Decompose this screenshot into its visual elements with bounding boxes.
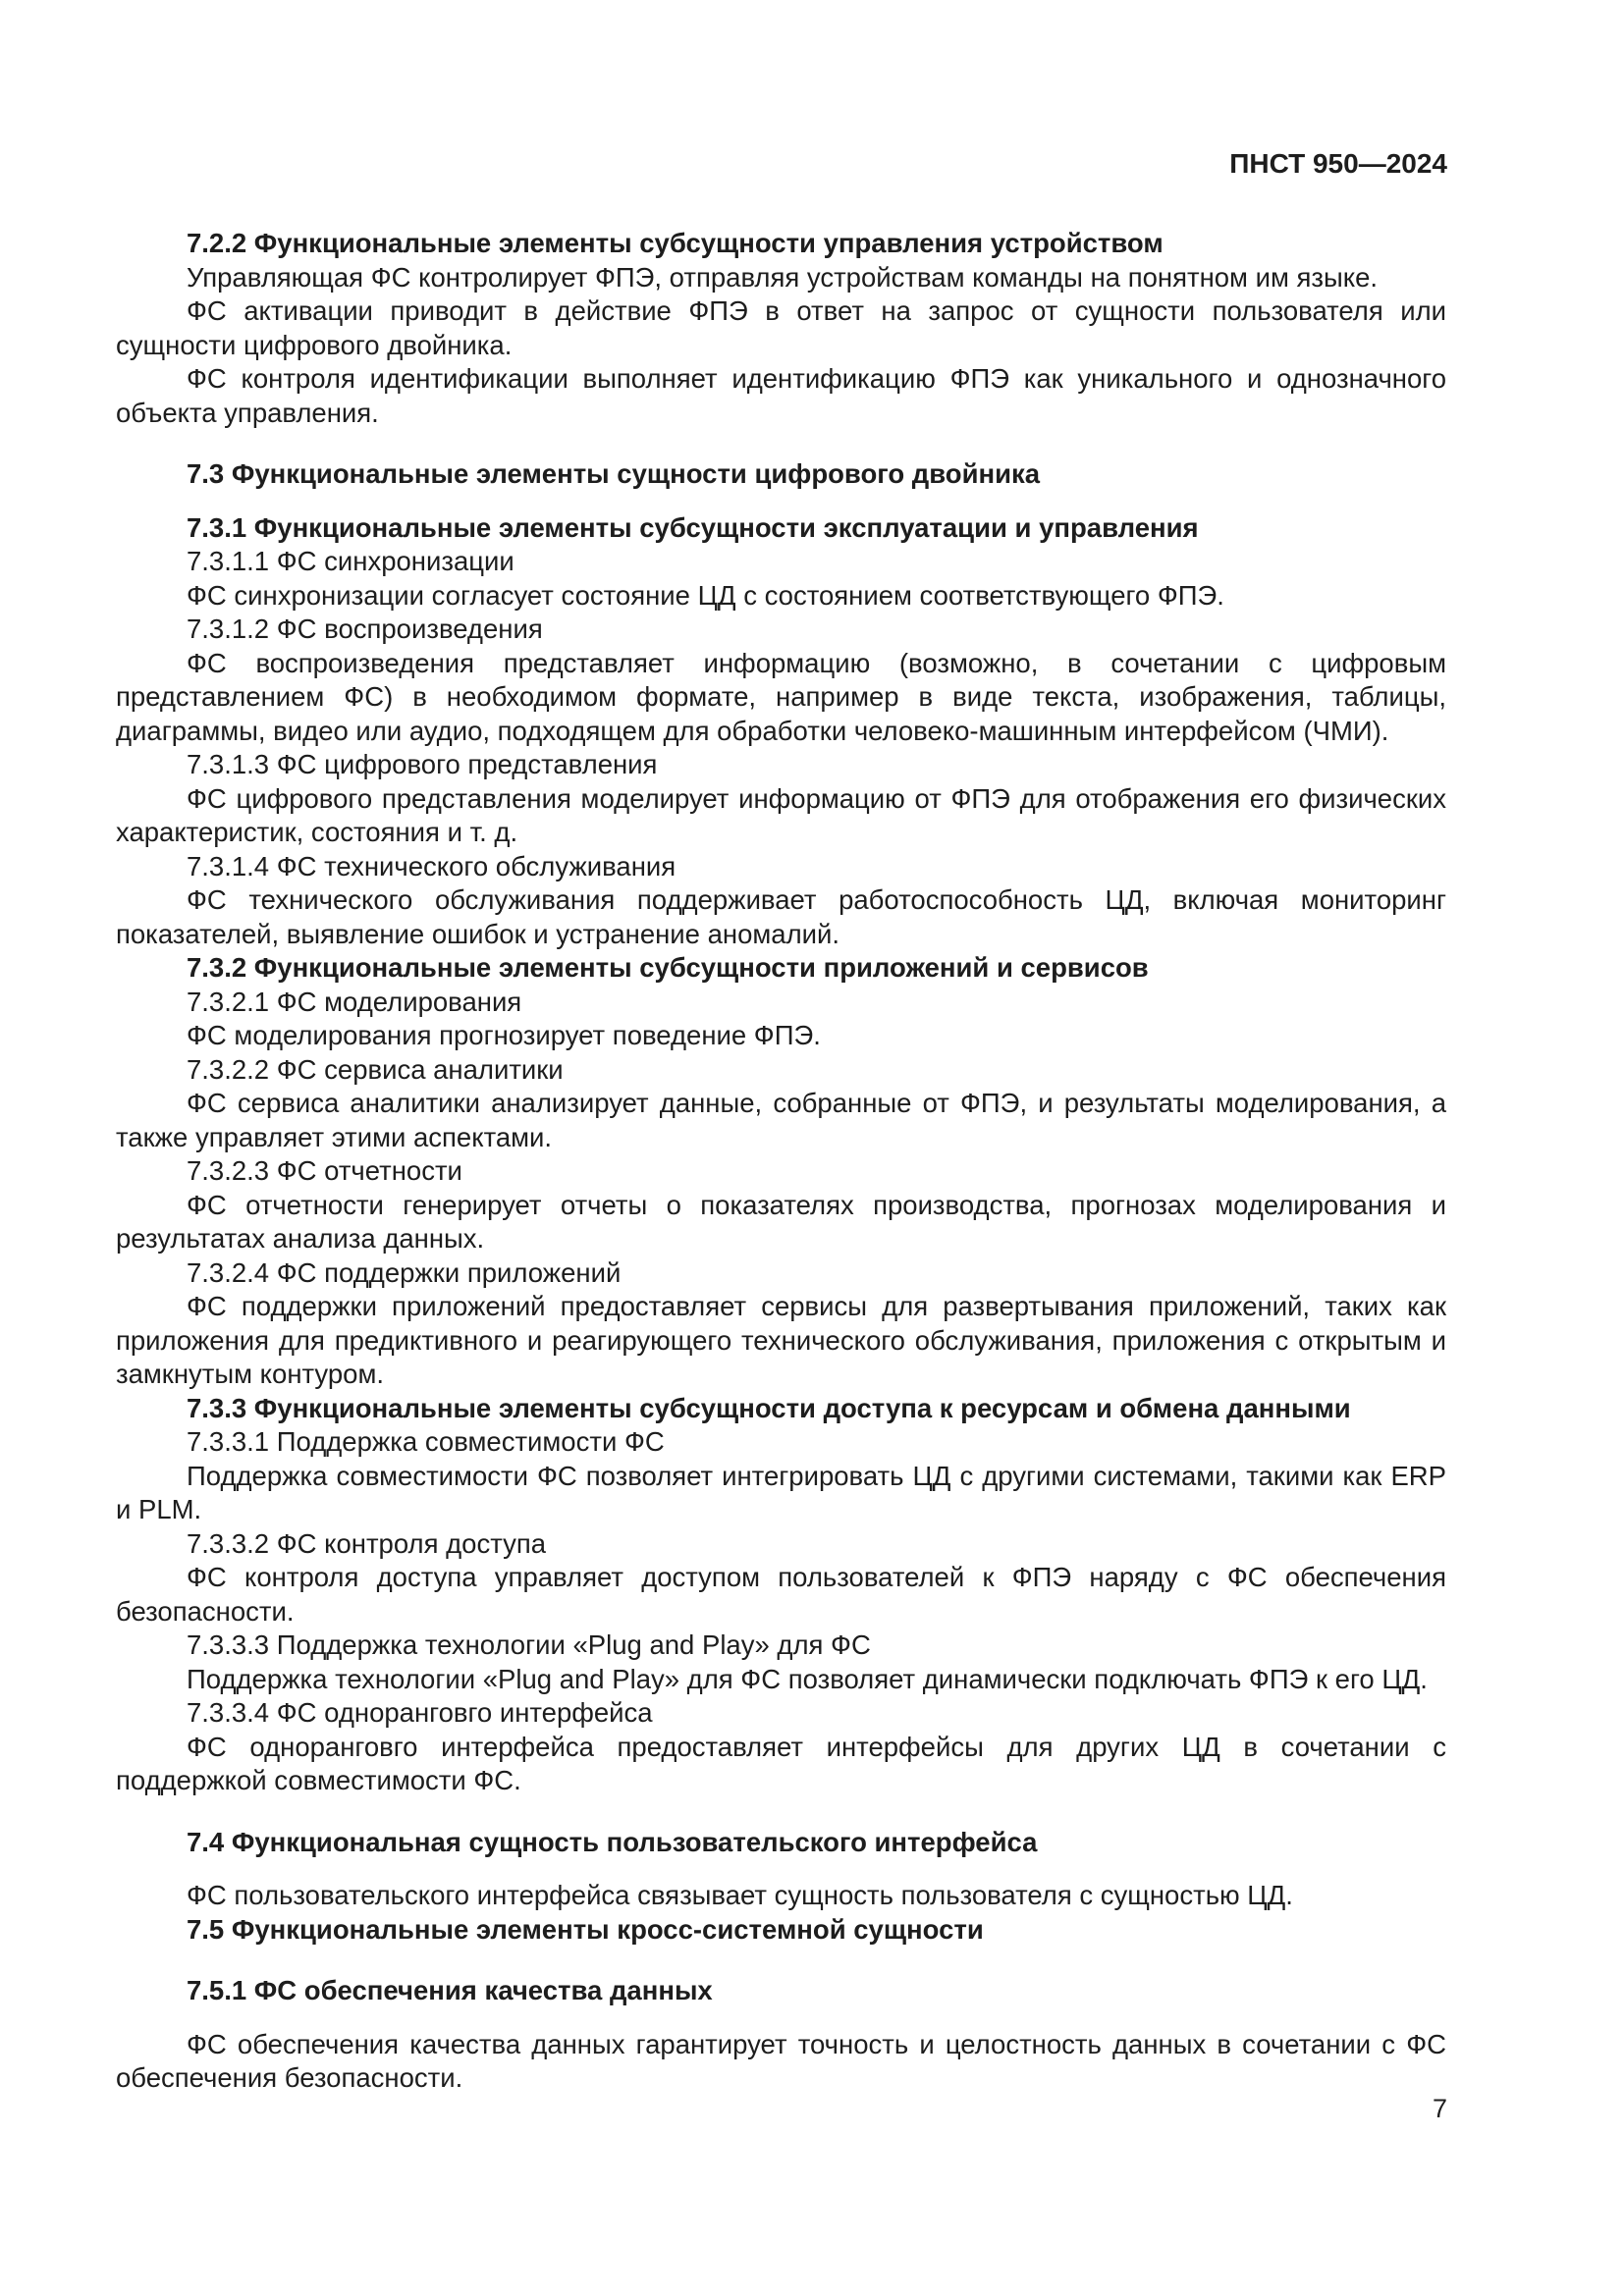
- paragraph: ФС технического обслуживания поддерживает работоспособность ЦД, включая мониторинг показателей, выявление ошибок и устранение аномалий.: [116, 884, 1446, 949]
- paragraph: ФС цифрового представления моделирует информацию от ФПЭ для отображения его физических характеристик, состояния и т. д.: [116, 782, 1446, 847]
- heading-7-5-1: 7.5.1 ФС обеспечения качества данных: [187, 1975, 713, 2005]
- paragraph: ФС контроля идентификации выполняет идентификацию ФПЭ как уникального и однозначного объекта управления.: [116, 363, 1446, 428]
- paragraph: ФС одноранговго интерфейса предоставляет интерфейсы для других ЦД в сочетании с поддержкой совместимости ФС.: [116, 1731, 1446, 1795]
- heading-7-3-1: 7.3.1 Функциональные элементы субсущности эксплуатации и управления: [187, 511, 1199, 543]
- subitem-heading: 7.3.3.3 Поддержка технологии «Plug and Play» для ФС: [187, 1629, 871, 1660]
- heading-7-4: 7.4 Функциональная сущность пользовательского интерфейса: [187, 1826, 1038, 1857]
- heading-7-3-2: 7.3.2 Функциональные элементы субсущности приложений и сервисов: [187, 952, 1149, 983]
- paragraph: ФС активации приводит в действие ФПЭ в ответ на запрос от сущности пользователя или сущности цифрового двойника.: [116, 295, 1446, 360]
- subitem-heading: 7.3.2.1 ФС моделирования: [187, 986, 522, 1017]
- subitem-heading: 7.3.3.1 Поддержка совместимости ФС: [187, 1426, 665, 1457]
- subitem-heading: 7.3.1.4 ФС технического обслуживания: [187, 850, 677, 881]
- paragraph: ФС обеспечения качества данных гарантирует точность и целостность данных в сочетании с ФС обеспечения безопасности.: [116, 2028, 1446, 2093]
- subitem-heading: 7.3.2.4 ФС поддержки приложений: [187, 1256, 622, 1288]
- subitem-heading: 7.3.2.2 ФС сервиса аналитики: [187, 1053, 564, 1085]
- paragraph: ФС воспроизведения представляет информацию (возможно, в сочетании с цифровым представлением ФС) в необходимом формате, например в виде текста, изображения, таблицы, диаграммы, видео или аудио, подходящем для обработки человеко-машинным интерфейсом (ЧМИ).: [116, 647, 1446, 746]
- heading-7-2-2: 7.2.2 Функциональные элементы субсущности управления устройством: [187, 228, 1164, 258]
- subitem-heading: 7.3.1.1 ФС синхронизации: [187, 546, 514, 576]
- paragraph: Поддержка технологии «Plug and Play» для ФС позволяет динамически подключать ФПЭ к его ЦД.: [187, 1663, 1428, 1694]
- subitem-heading: 7.3.3.2 ФС контроля доступа: [187, 1527, 547, 1559]
- heading-7-3: 7.3 Функциональные элементы сущности цифрового двойника: [187, 458, 1041, 489]
- paragraph: ФС поддержки приложений предоставляет сервисы для развертывания приложений, таких как приложения для предиктивного и реагирующего технического обслуживания, приложения с открытым и замкнутым контуром.: [116, 1291, 1446, 1389]
- subitem-heading: 7.3.1.2 ФС воспроизведения: [187, 614, 543, 644]
- paragraph: ФС сервиса аналитики анализирует данные, собранные от ФПЭ, и результаты моделирования, а также управляет этими аспектами.: [116, 1088, 1446, 1152]
- paragraph: ФС отчетности генерирует отчеты о показателях производства, прогнозах моделирования и результатах анализа данных.: [116, 1189, 1446, 1254]
- subitem-heading: 7.3.3.4 ФС одноранговго интерфейса: [187, 1697, 653, 1728]
- paragraph: ФС синхронизации согласует состояние ЦД с состоянием соответствующего ФПЭ.: [187, 579, 1224, 611]
- paragraph: ФС моделирования прогнозирует поведение ФПЭ.: [187, 1020, 821, 1050]
- paragraph: ФС пользовательского интерфейса связывает сущность пользователя с сущностью ЦД.: [187, 1880, 1293, 1910]
- document-id: ПНСТ 950—2024: [1229, 148, 1447, 179]
- paragraph: Управляющая ФС контролирует ФПЭ, отправляя устройствам команды на понятном им языке.: [187, 261, 1379, 293]
- heading-7-3-3: 7.3.3 Функциональные элементы субсущности доступа к ресурсам и обмена данными: [187, 1392, 1351, 1423]
- subitem-heading: 7.3.1.3 ФС цифрового представления: [187, 749, 658, 779]
- page-number: 7: [1432, 2094, 1447, 2123]
- paragraph: Поддержка совместимости ФС позволяет интегрировать ЦД с другими системами, такими как ERP и PLM.: [116, 1460, 1446, 1524]
- paragraph: ФС контроля доступа управляет доступом пользователей к ФПЭ наряду с ФС обеспечения безопасности.: [116, 1562, 1446, 1627]
- subitem-heading: 7.3.2.3 ФС отчетности: [187, 1155, 462, 1186]
- page-content: [116, 227, 1446, 2096]
- heading-7-5: 7.5 Функциональные элементы кросс-системной сущности: [187, 1913, 984, 1945]
